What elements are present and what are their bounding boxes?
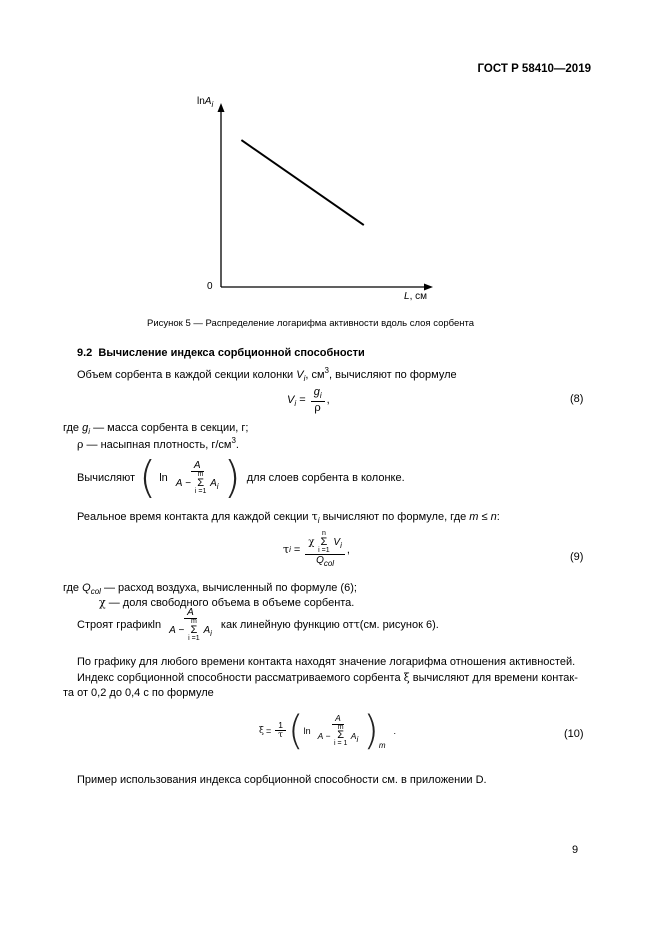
chart-svg: [0, 0, 661, 320]
origin-label: 0: [207, 281, 213, 292]
graph-line: Строят график ln A A − m Σ i =1 $A_i$ как линейную функцию от τ (см. рисунок 6).: [77, 607, 439, 642]
paragraph-volume: Объем сорбента в каждой секции колонки $V_i$, $см^3$, вычисляют по формуле: [77, 366, 457, 383]
formula-8: $V_i$ = $\frac{g_i}{\rho}$ ,: [287, 386, 330, 414]
formula-10-number: (10): [564, 728, 584, 740]
y-axis-arrow: [218, 103, 225, 112]
y-axis-label: lnA$_i$: [197, 96, 214, 109]
where-chi: χ — доля свободного объема в объеме сорбента.: [99, 596, 355, 609]
formula-10: ξ = $\frac{1}{\tau}$ ( ln A A − m Σ i = 1 Ai ) m .: [259, 708, 397, 754]
formula-9-number: (9): [570, 551, 584, 563]
formula-8-number: (8): [570, 393, 584, 405]
where-g: где $g_i$ — масса сорбента в секции, г;: [63, 422, 249, 436]
standard-id: ГОСТ Р 58410—2019: [477, 63, 591, 75]
x-axis-label: L, см: [404, 291, 427, 302]
section-heading: 9.2 Вычисление индекса сорбционной способности: [77, 347, 365, 359]
calc-line: Вычисляют ( ln A A − m Σ i =1 $A_i$ ) для слоев сорбента в колонке.: [77, 452, 405, 503]
paragraph-contact-time: Реальное время контакта для каждой секции $\tau_i$ вычисляют по формуле, где m ≤ n:: [77, 510, 500, 525]
paragraph-graph-result: По графику для любого времени контакта находят значение логарифма отношения активностей.: [77, 656, 576, 668]
paragraph-index-cont: та от 0,2 до 0,4 с по формуле: [63, 687, 214, 699]
figure-5: [0, 0, 661, 340]
series-line-lnAi: [241, 140, 363, 225]
page-number: 9: [572, 844, 579, 856]
where-q: где $Q_{col}$ — расход воздуха, вычисленный по формуле (6);: [63, 582, 357, 596]
figure-caption: Рисунок 5 — Распределение логарифма активности вдоль слоя сорбента: [147, 318, 475, 329]
formula-9: τ i = χ n Σ i =1 $V_i$ $Q_{col}$ ,: [283, 530, 350, 569]
paragraph-example: Пример использования индекса сорбционной способности см. в приложении D.: [77, 774, 487, 786]
paragraph-index: Индекс сорбционной способности рассматриваемого сорбента ξ вычисляют для времени контак-: [77, 671, 578, 684]
where-rho: ρ — насыпная плотность, $г/см^3$.: [77, 436, 239, 451]
